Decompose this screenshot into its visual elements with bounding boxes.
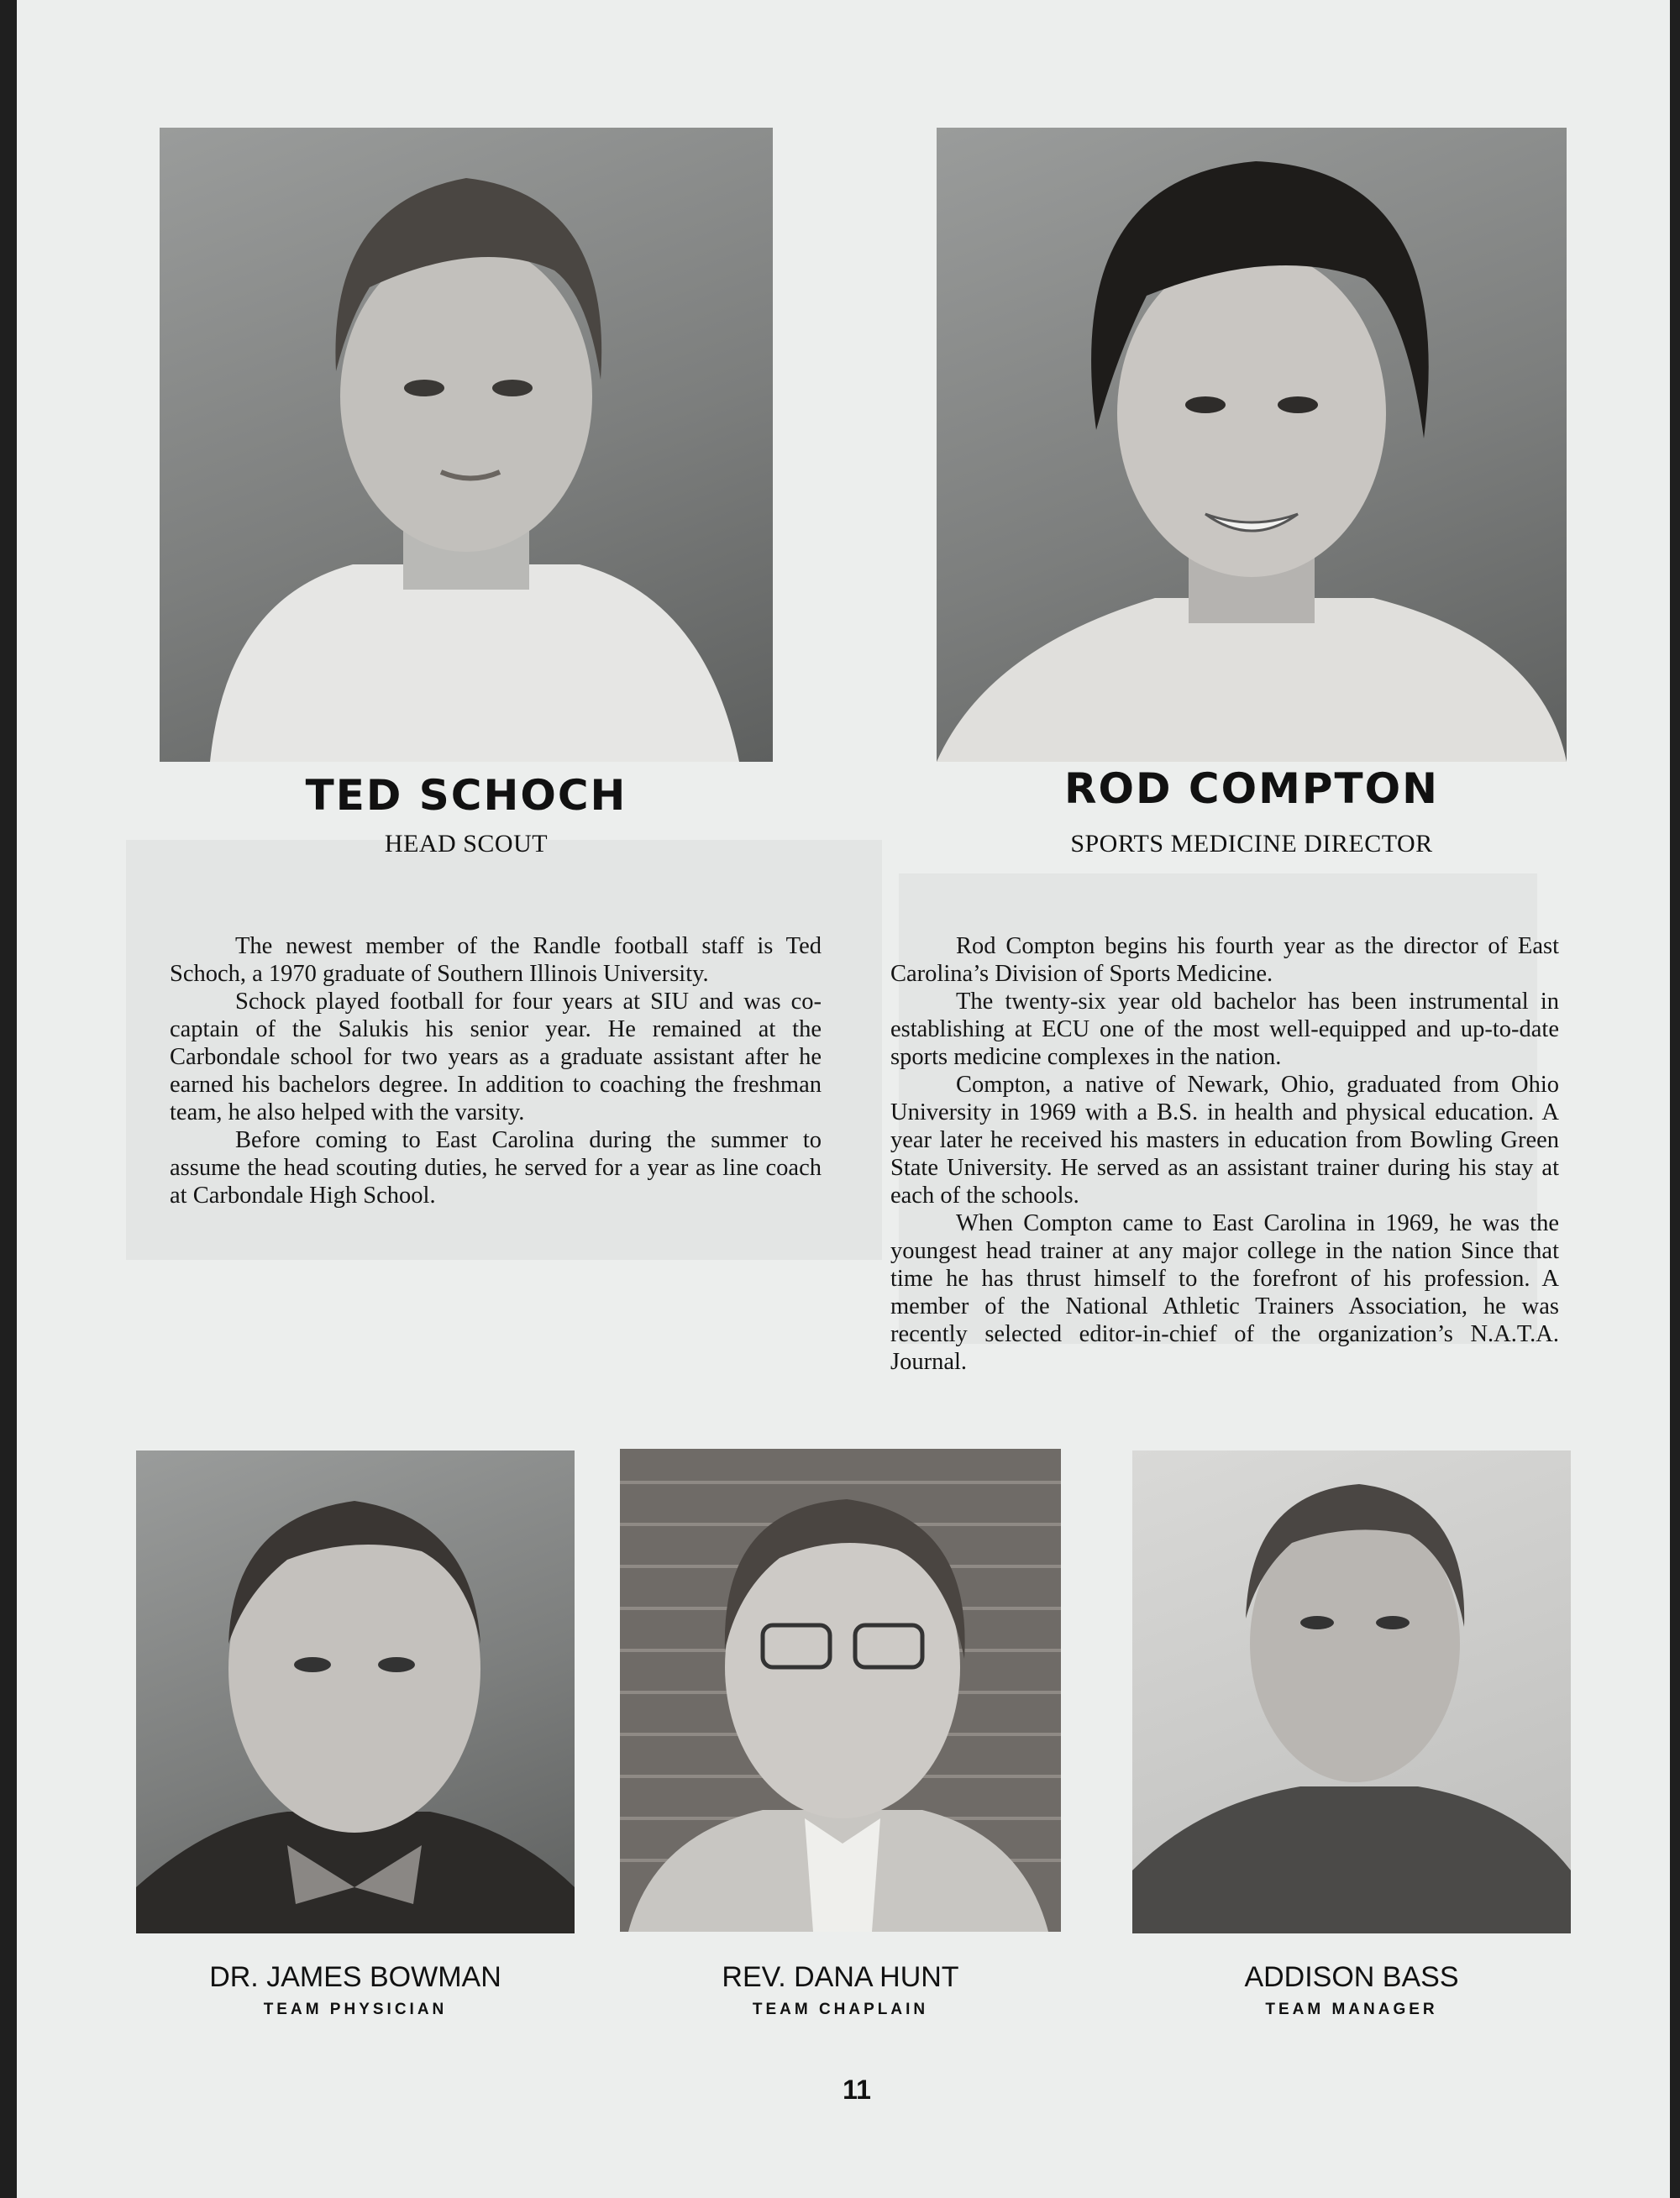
bio-paragraph: When Compton came to East Carolina in 1969, he was the youngest head trainer at any major college in the nation Since that time he has thrust himself to the forefront of his profession. A member of the National Athletic Trainers Association, he was recently selected editor-in-chief of the organization’s N.A.T.A. Journal.	[890, 1210, 1559, 1375]
dana-hunt-photo	[620, 1449, 1061, 1932]
bio-paragraph: Compton, a native of Newark, Ohio, graduated from Ohio University in 1969 with a B.S. in health and physical education. A year later he received his masters in education from Bowling Green State University. He served as an assistant trainer during his stay at each of the schools.	[890, 1072, 1559, 1209]
page-number: 11	[843, 2075, 871, 2105]
bio-paragraph: Rod Compton begins his fourth year as the director of East Carolina’s Division of Sports Medicine.	[890, 933, 1559, 987]
james-bowman-photo	[136, 1450, 575, 1933]
dana-hunt-name: REV. DANA HUNT	[722, 1961, 959, 1993]
james-bowman-name: DR. JAMES BOWMAN	[209, 1961, 501, 1993]
addison-bass-name: ADDISON BASS	[1244, 1961, 1459, 1993]
rod-compton-bio	[890, 932, 1559, 1376]
rod-compton-photo	[937, 128, 1567, 762]
rod-compton-name: ROD COMPTON	[1064, 764, 1439, 813]
ted-schoch-name: TED SCHOCH	[305, 771, 627, 820]
ted-schoch-bio	[170, 932, 822, 1209]
ted-schoch-photo	[160, 128, 773, 762]
bio-paragraph: Schock played football for four years at SIU and was co-captain of the Salukis his senior year. He remained at the Carbondale school for two years as a graduate assistant after he earned his bachelors degree. In addition to coaching the freshman team, he also helped with the varsity.	[170, 989, 822, 1125]
james-bowman-title: TEAM PHYSICIAN	[263, 2001, 448, 2018]
bio-paragraph: Before coming to East Carolina during the summer to assume the head scouting duties, he served for a year as line coach at Carbondale High School.	[170, 1127, 822, 1209]
addison-bass-title: TEAM MANAGER	[1265, 2001, 1438, 2018]
dana-hunt-title: TEAM CHAPLAIN	[752, 2001, 929, 2018]
program-page	[17, 0, 1670, 2198]
bio-paragraph: The twenty-six year old bachelor has been instrumental in establishing at ECU one of the most well-equipped and up-to-date sports medicine complexes in the nation.	[890, 989, 1559, 1070]
ted-schoch-title: HEAD SCOUT	[384, 830, 549, 858]
addison-bass-photo	[1132, 1450, 1571, 1933]
rod-compton-title: SPORTS MEDICINE DIRECTOR	[1070, 830, 1433, 858]
bio-paragraph: The newest member of the Randle football staff is Ted Schoch, a 1970 graduate of Southern Illinois University.	[170, 933, 822, 987]
